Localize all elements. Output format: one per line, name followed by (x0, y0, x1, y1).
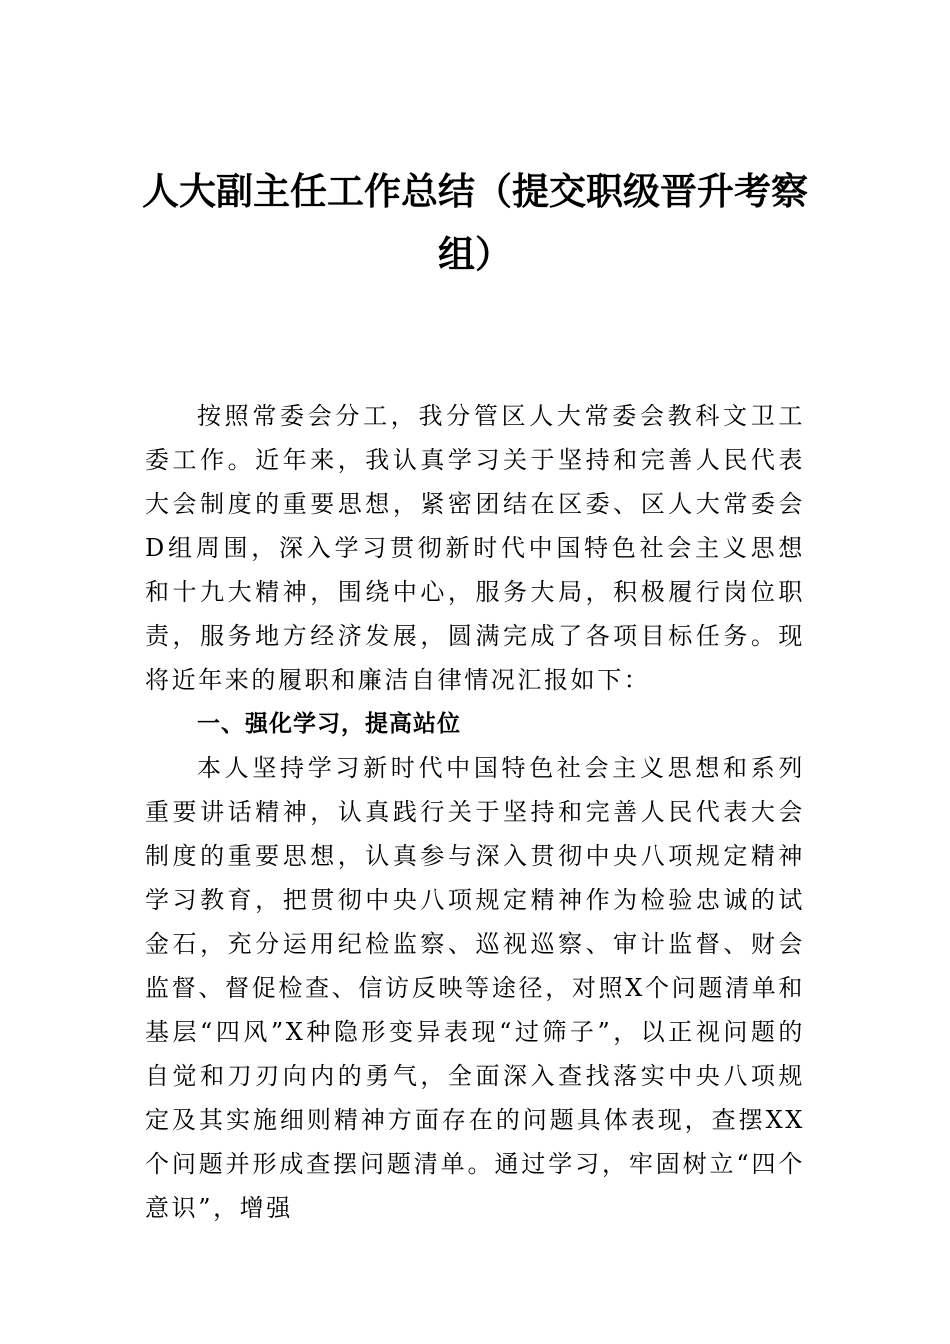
intro-paragraph: 按照常委会分工，我分管区人大常委会教科文卫工委工作。近年来，我认真学习关于坚持和完善人民代表大会制度的重要思想，紧密团结在区委、区人大常委会D组周围，深入学习贯彻新时代中国特色社会主义思想和十九大精神，围绕中心，服务大局，积极履行岗位职责，服务地方经济发展，圆满完成了各项目标任务。现将近年来的履职和廉洁自律情况汇报如下： (145, 402, 805, 694)
document-title: 人大副主任工作总结（提交职级晋升考察组） (142, 169, 808, 276)
document-body (145, 394, 805, 1230)
section-paragraph: 本人坚持学习新时代中国特色社会主义思想和系列重要讲话精神，认真践行关于坚持和完善人民代表大会制度的重要思想，认真参与深入贯彻中央八项规定精神学习教育，把贯彻中央八项规定精神作为检验忠诚的试金石，充分运用纪检监察、巡视巡察、审计监督、财会监督、督促检查、信访反映等途径，对照X个问题清单和基层“四风”X种隐形变异表现“过筛子”，以正视问题的自觉和刀刃向内的勇气，全面深入查找落实中央八项规定及其实施细则精神方面存在的问题具体表现，查摆XX个问题并形成查摆问题清单。通过学习，牢固树立“四个意识”，增强 (145, 754, 805, 1222)
section-heading: 一、强化学习，提高站位 (197, 711, 461, 737)
